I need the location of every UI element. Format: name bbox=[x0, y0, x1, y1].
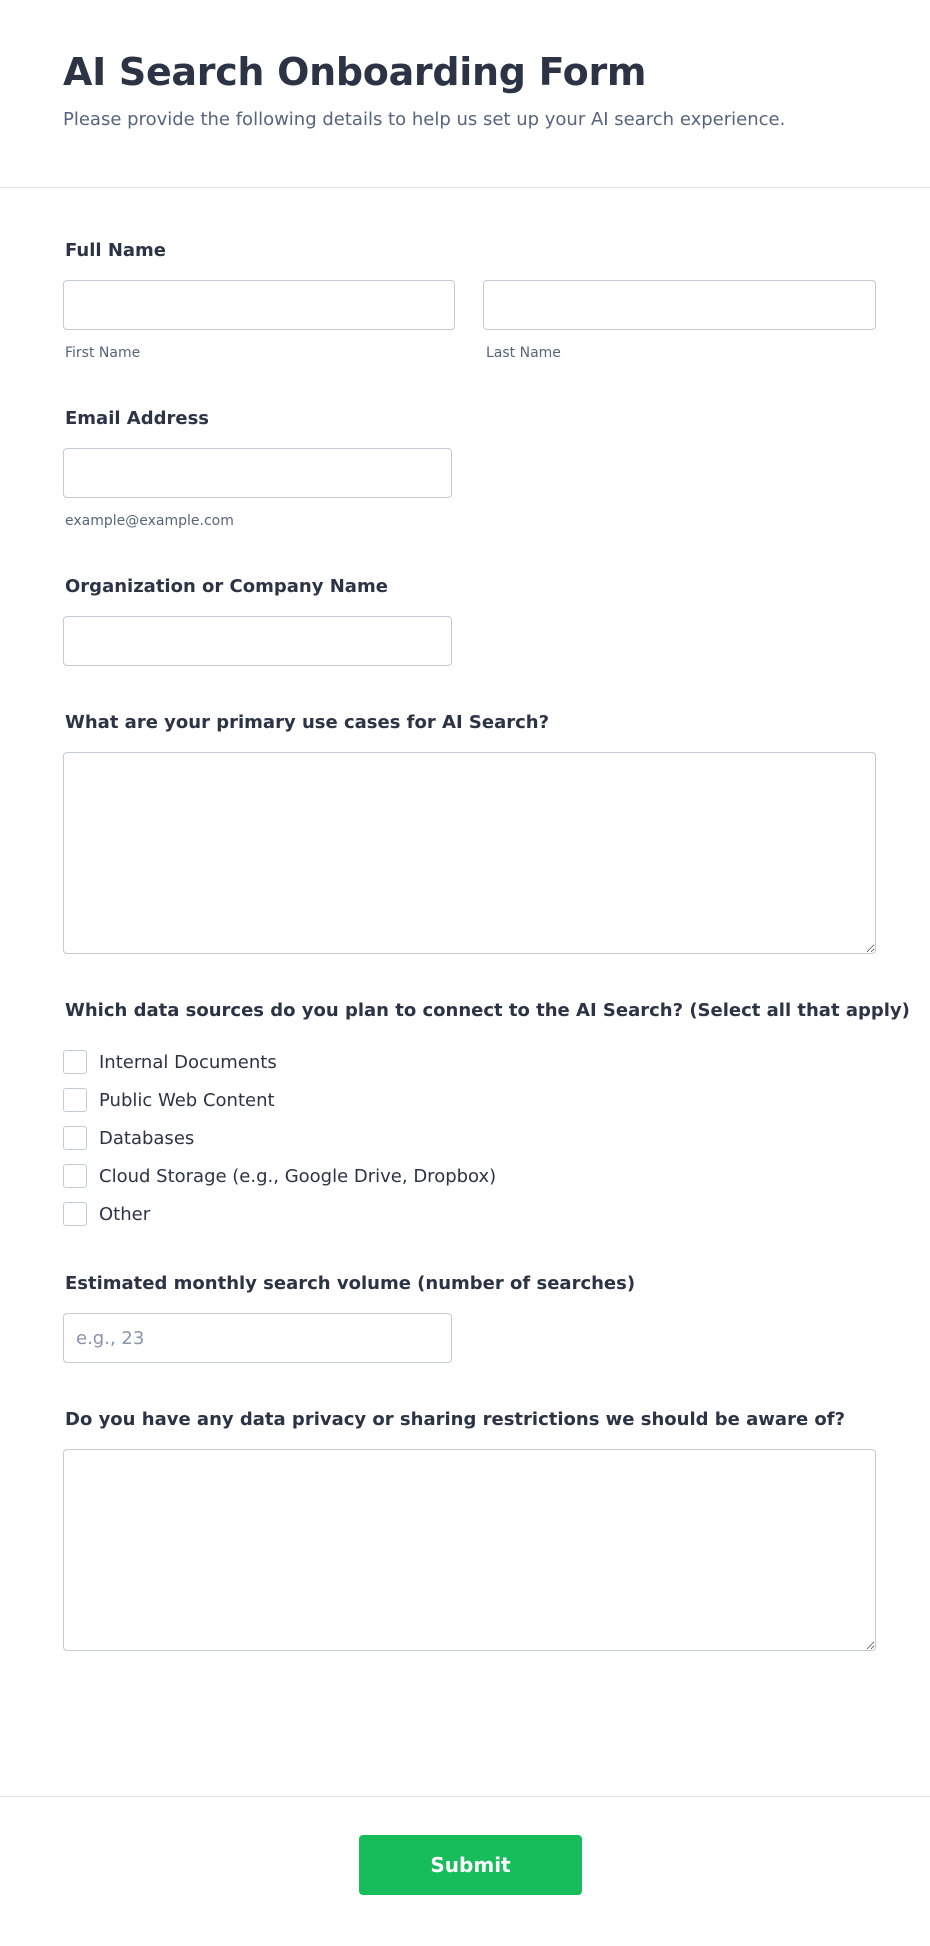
data-source-option-public-web-content[interactable] bbox=[63, 1081, 883, 1119]
organization-label: Organization or Company Name bbox=[65, 576, 388, 597]
use-cases-label: What are your primary use cases for AI Search? bbox=[65, 712, 550, 733]
data-sources-checklist bbox=[63, 1043, 883, 1233]
email-label: Email Address bbox=[65, 408, 210, 429]
privacy-textarea[interactable] bbox=[63, 1449, 876, 1651]
last-name-input[interactable] bbox=[483, 280, 876, 330]
checkbox-label: Other bbox=[99, 1203, 151, 1225]
data-source-option-cloud-storage[interactable] bbox=[63, 1157, 883, 1195]
last-name-sublabel: Last Name bbox=[486, 345, 561, 361]
email-sublabel: example@example.com bbox=[65, 513, 234, 529]
checkbox-label: Databases bbox=[99, 1127, 195, 1149]
form-header bbox=[0, 0, 930, 188]
use-cases-textarea[interactable] bbox=[63, 752, 876, 954]
form-title: AI Search Onboarding Form bbox=[63, 50, 647, 94]
data-source-option-databases[interactable] bbox=[63, 1119, 883, 1157]
data-sources-label: Which data sources do you plan to connect to the AI Search? (Select all that apply) bbox=[65, 1000, 910, 1021]
first-name-input[interactable] bbox=[63, 280, 455, 330]
checkbox[interactable] bbox=[63, 1164, 87, 1188]
checkbox[interactable] bbox=[63, 1088, 87, 1112]
data-source-option-other[interactable] bbox=[63, 1195, 883, 1233]
privacy-label: Do you have any data privacy or sharing restrictions we should be aware of? bbox=[65, 1409, 846, 1430]
checkbox-label: Public Web Content bbox=[99, 1089, 275, 1111]
search-volume-input[interactable] bbox=[63, 1313, 452, 1363]
checkbox[interactable] bbox=[63, 1202, 87, 1226]
first-name-sublabel: First Name bbox=[65, 345, 141, 361]
search-volume-label: Estimated monthly search volume (number of searches) bbox=[65, 1273, 636, 1294]
form-subtitle: Please provide the following details to help us set up your AI search experience. bbox=[63, 109, 786, 130]
checkbox[interactable] bbox=[63, 1050, 87, 1074]
full-name-label: Full Name bbox=[65, 240, 166, 261]
checkbox-label: Cloud Storage (e.g., Google Drive, Dropbox) bbox=[99, 1165, 497, 1187]
checkbox[interactable] bbox=[63, 1126, 87, 1150]
email-input[interactable] bbox=[63, 448, 452, 498]
data-source-option-internal-documents[interactable] bbox=[63, 1043, 883, 1081]
submit-button[interactable]: Submit bbox=[359, 1835, 582, 1895]
organization-input[interactable] bbox=[63, 616, 452, 666]
checkbox-label: Internal Documents bbox=[99, 1051, 277, 1073]
